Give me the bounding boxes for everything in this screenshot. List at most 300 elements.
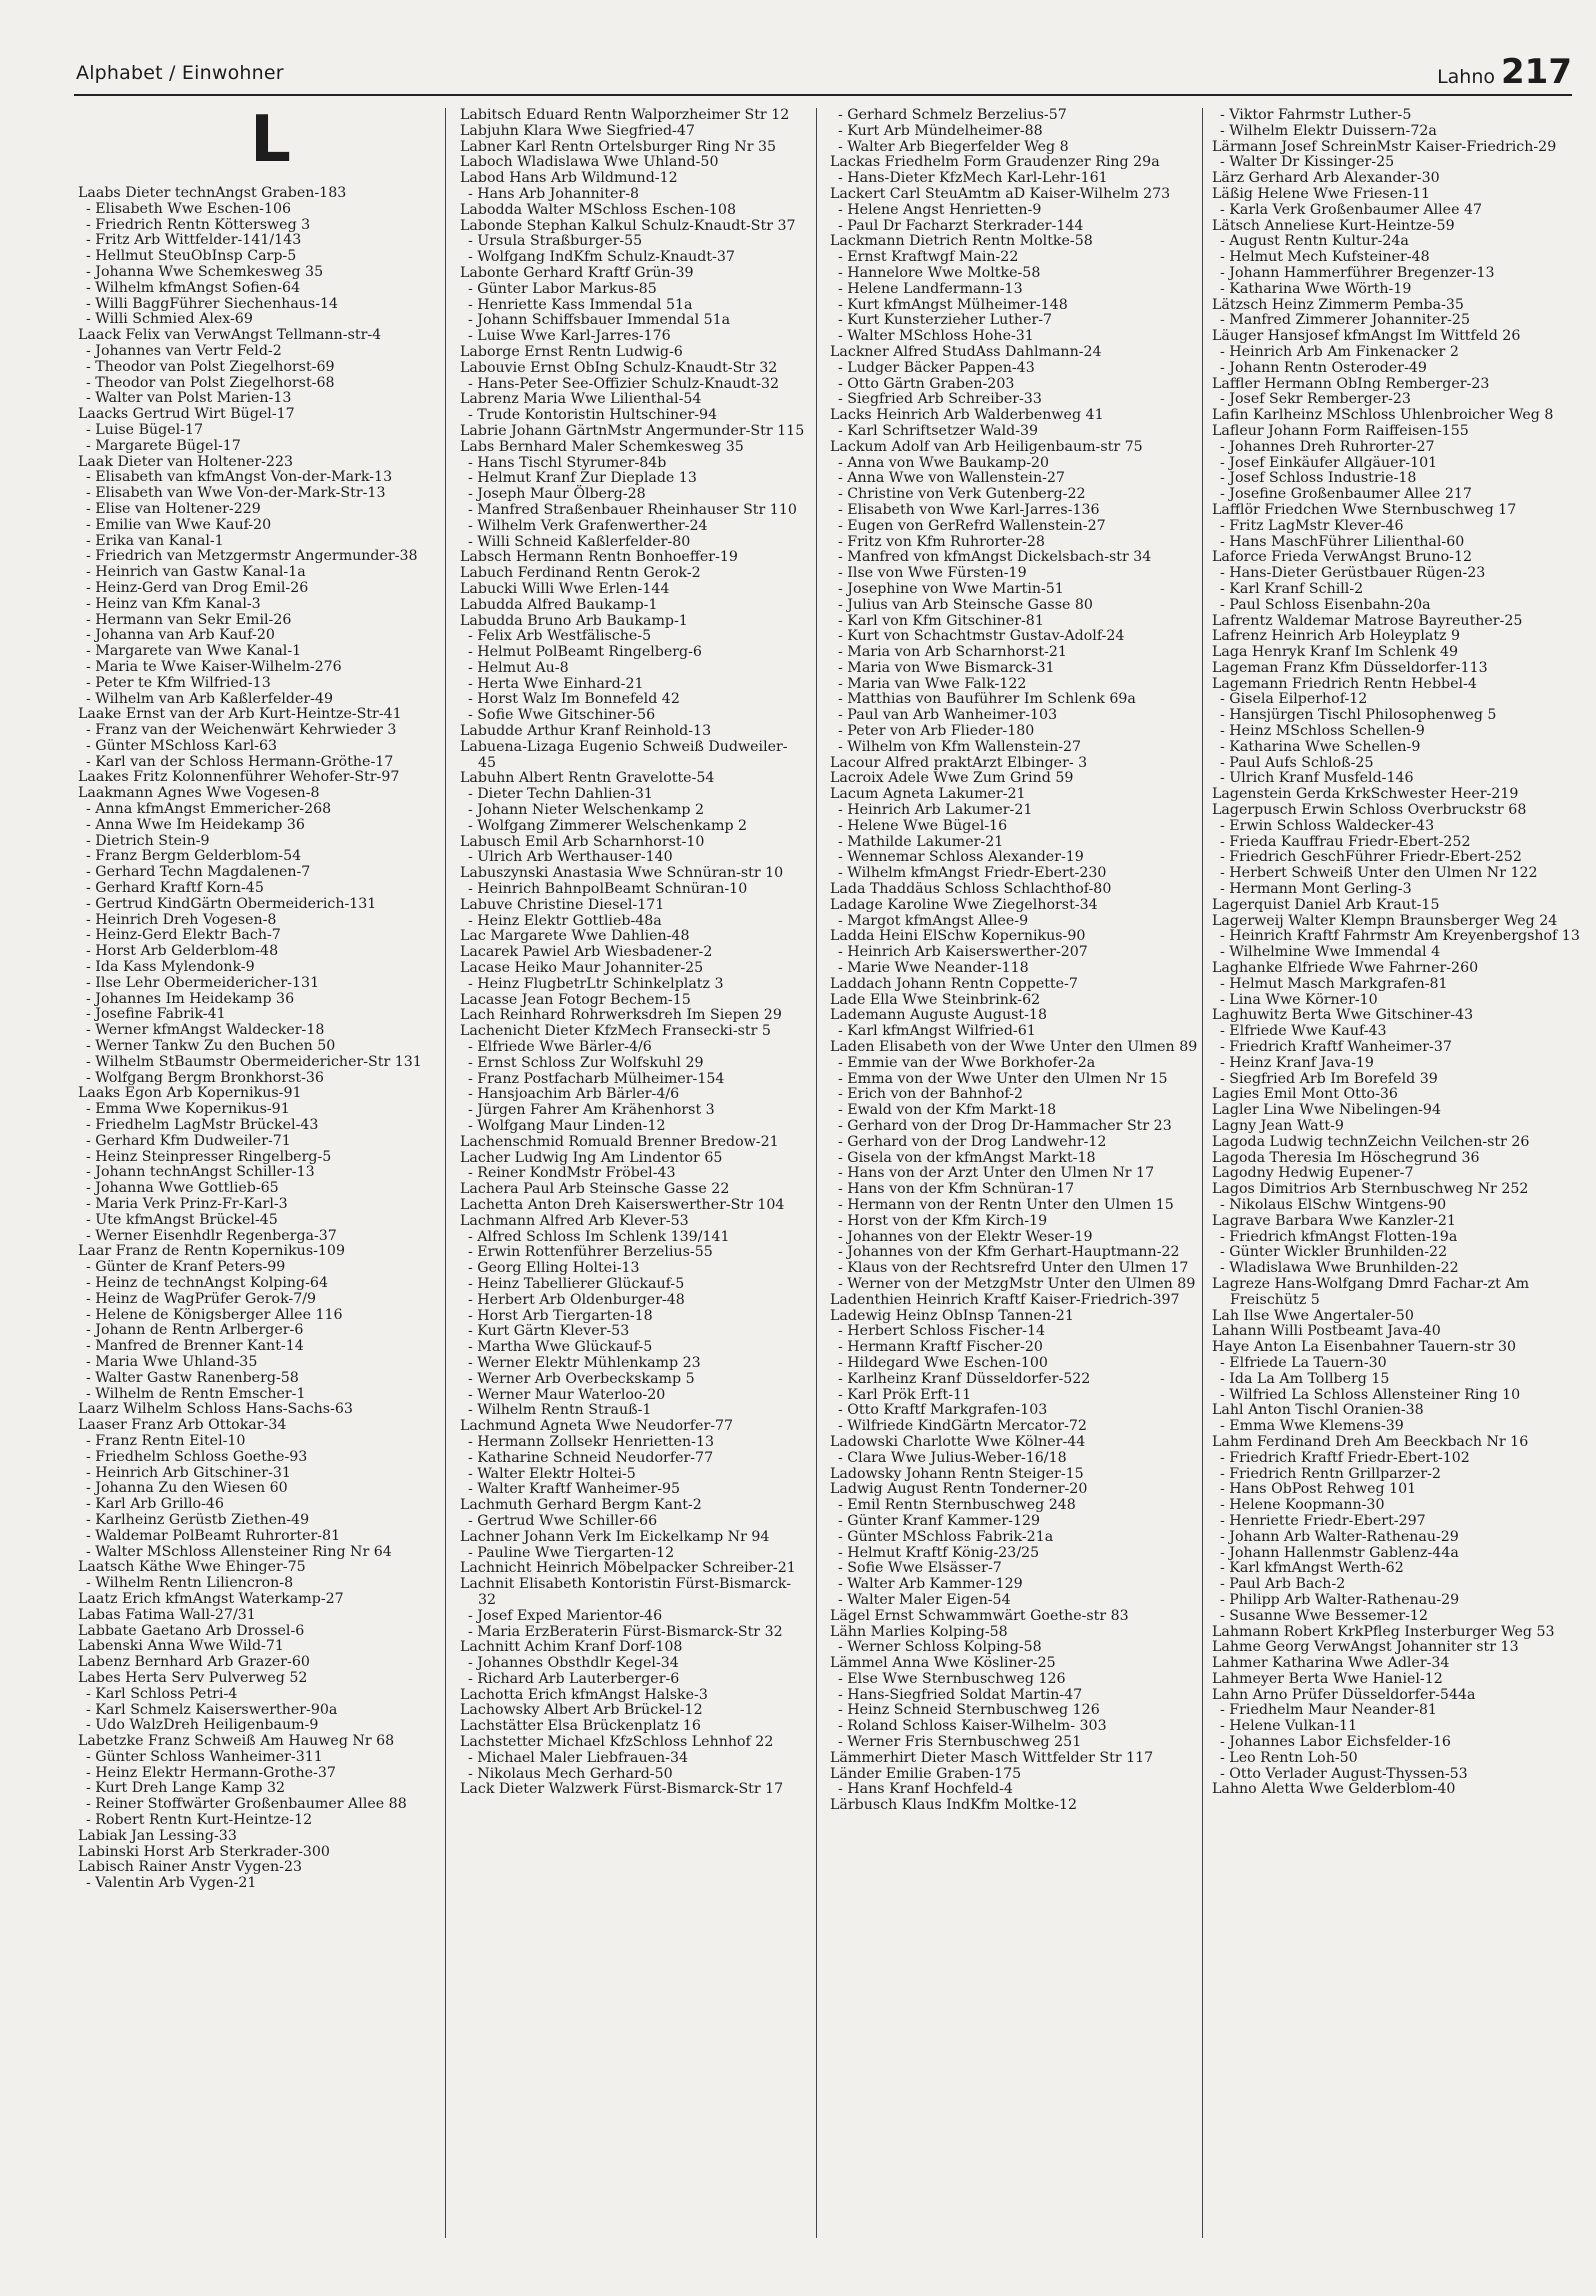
directory-entry: - Werner Arb Overbeckskamp 5	[468, 1370, 695, 1387]
directory-entry: - Henriette Kass Immendal 51a	[468, 296, 693, 313]
directory-entry: - Kurt Kunsterzieher Luther-7	[838, 312, 1053, 329]
directory-entry: - Dietrich Stein-9	[86, 832, 210, 849]
directory-entry: Labudda Alfred Baukamp-1	[460, 596, 658, 613]
directory-entry: - Anna von Wwe Baukamp-20	[838, 454, 1050, 471]
directory-entry: - Manfred von kfmAngst Dickelsbach-str 34	[838, 549, 1152, 566]
directory-entry: - Karl Schloss Petri-4	[86, 1685, 238, 1702]
directory-entry: - Elisabeth von Wwe Karl-Jarres-136	[838, 501, 1100, 518]
directory-entry: - Waldemar PolBeamt Ruhrorter-81	[86, 1527, 341, 1544]
directory-entry: - Helene Koopmann-30	[1220, 1497, 1385, 1514]
directory-entry: - Wolfgang Maur Linden-12	[468, 1118, 666, 1134]
directory-entry: - Johann Hammerführer Bregenzer-13	[1220, 264, 1495, 281]
column-divider	[1202, 108, 1203, 2238]
directory-entry: Laaser Franz Arb Ottokar-34	[78, 1417, 287, 1434]
page-header-right	[1437, 52, 1572, 92]
directory-entry: - Hansjürgen Tischl Philosophenweg 5	[1220, 707, 1497, 724]
directory-entry: - Paul Aufs Schloß-25	[1220, 754, 1374, 771]
directory-entry: - Hermann Mont Gerling-3	[1220, 881, 1412, 898]
directory-entry: - Nikolaus Mech Gerhard-50	[468, 1765, 673, 1782]
directory-entry: - Peter te Kfm Wilfried-13	[86, 674, 271, 691]
directory-entry: - Pauline Wwe Tiergarten-12	[468, 1544, 675, 1561]
directory-entry: Lagerweij Walter Klempn Braunsberger Weg 24	[1212, 912, 1558, 929]
directory-entry: - Johann Nieter Welschenkamp 2	[468, 802, 705, 819]
directory-entry: - Margarete Bügel-17	[86, 437, 241, 454]
directory-entry: - Ida Kass Mylendonk-9	[86, 959, 255, 976]
directory-entry: - Heinz de technAngst Kolping-64	[86, 1274, 328, 1291]
directory-entry: - Roland Schloss Kaiser-Wilhelm- 303	[838, 1718, 1107, 1735]
column-divider	[816, 108, 817, 2238]
directory-entry: - Elise van Holtener-229	[86, 500, 261, 517]
directory-entry: - Helene Landfermann-13	[838, 280, 1023, 297]
directory-entry: Lagenstein Gerda KrkSchwester Heer-219	[1212, 786, 1519, 803]
section-letter: L	[250, 108, 291, 177]
directory-entry: - Walter Maler Eigen-54	[838, 1591, 1011, 1608]
directory-entry: - Theodor van Polst Ziegelhorst-68	[86, 374, 335, 391]
directory-entry: - Otto Kraftf Markgrafen-103	[838, 1402, 1048, 1419]
directory-entry: Lacks Heinrich Arb Walderbenweg 41	[830, 407, 1104, 424]
directory-entry: Labinski Horst Arb Sterkrader-300	[78, 1843, 330, 1860]
directory-entry: - Heinz van Kfm Kanal-3	[86, 595, 261, 612]
directory-entry: Laghuwitz Berta Wwe Gitschiner-43	[1212, 1007, 1474, 1024]
directory-entry: - Kurt kfmAngst Mülheimer-148	[838, 296, 1068, 313]
directory-entry: Laar Franz de Rentn Kopernikus-109	[78, 1243, 345, 1260]
directory-entry: - Valentin Arb Vygen-21	[86, 1875, 257, 1892]
directory-entry: - Maria ErzBeraterin Fürst-Bismarck-Str 32	[468, 1623, 783, 1640]
directory-entry: - Heinrich BahnpolBeamt Schnüran-10	[468, 881, 748, 898]
directory-entry: - Fritz Arb Wittfelder-141/143	[86, 232, 302, 249]
directory-entry: Labetzke Franz Schweiß Am Hauweg Nr 68	[78, 1733, 395, 1750]
directory-entry: - Maria Verk Prinz-Fr-Karl-3	[86, 1196, 288, 1212]
directory-entry: - Karl Schmelz Kaiserswerther-90a	[86, 1701, 338, 1718]
directory-entry: - Hans von der Kfm Schnüran-17	[838, 1181, 1075, 1198]
directory-entry: - Karl Prök Erft-11	[838, 1386, 972, 1403]
directory-entry: - Hellmut SteuObInsp Carp-5	[86, 248, 297, 265]
directory-entry: Laborge Ernst Rentn Ludwig-6	[460, 343, 683, 360]
directory-entry: Lagerpusch Erwin Schloss Overbruckstr 68	[1212, 802, 1527, 819]
directory-entry: Laakes Fritz Kolonnenführer Wehofer-Str-97	[78, 769, 400, 786]
directory-entry: - Ida La Am Tollberg 15	[1220, 1370, 1390, 1387]
directory-entry: - Herbert Schweiß Unter den Ulmen Nr 122	[1220, 865, 1538, 882]
directory-entry: - Walter Kraftf Wanheimer-95	[468, 1481, 681, 1498]
directory-entry: - Reiner KondMstr Fröbel-43	[468, 1165, 676, 1182]
directory-entry: Lagies Emil Mont Otto-36	[1212, 1086, 1398, 1103]
directory-entry: - Heinrich Arb Kaiserswerther-207	[838, 944, 1088, 961]
directory-entry: - Luise Bügel-17	[86, 421, 204, 438]
directory-entry: - Heinrich Dreh Vogesen-8	[86, 911, 277, 928]
directory-entry: - Willi Schneid Kaßlerfelder-80	[468, 533, 691, 550]
directory-entry: Laakmann Agnes Wwe Vogesen-8	[78, 785, 320, 802]
directory-entry: - Horst Arb Tiergarten-18	[468, 1307, 653, 1324]
directory-entry: Lahmann Robert KrkPfleg Insterburger Weg 53	[1212, 1623, 1555, 1640]
directory-entry: Lada Thaddäus Schloss Schlachthof-80	[830, 881, 1112, 898]
directory-entry: - Ute kfmAngst Brückel-45	[86, 1211, 278, 1228]
directory-entry: Laaks Egon Arb Kopernikus-91	[78, 1085, 302, 1102]
directory-entry: - Gisela von der kfmAngst Markt-18	[838, 1149, 1096, 1166]
directory-entry: - Erwin Rottenführer Berzelius-55	[468, 1244, 713, 1261]
directory-entry: - Wolfgang Bergm Bronkhorst-36	[86, 1069, 324, 1086]
directory-entry: - Ernst Kraftwgf Main-22	[838, 249, 1019, 266]
directory-entry: Lachnit Elisabeth Kontoristin Fürst-Bismarck-32	[460, 1576, 792, 1608]
directory-entry: Lämmel Anna Wwe Kösliner-25	[830, 1655, 1056, 1672]
directory-entry: - Martha Wwe Glückauf-5	[468, 1339, 653, 1356]
directory-entry: - Heinz-Gerd van Drog Emil-26	[86, 579, 309, 596]
directory-entry: Labbate Gaetano Arb Drossel-6	[78, 1622, 305, 1639]
directory-entry: - Franz Postfacharb Mülheimer-154	[468, 1070, 725, 1087]
directory-entry: - Karlheinz Kranf Düsseldorfer-522	[838, 1370, 1091, 1387]
directory-entry: - Emma Wwe Klemens-39	[1220, 1418, 1404, 1435]
directory-entry: - Johann Schiffsbauer Immendal 51a	[468, 312, 731, 329]
directory-entry: - Herta Wwe Einhard-21	[468, 675, 644, 692]
directory-entry: - Josef Einkäufer Allgäuer-101	[1220, 454, 1438, 471]
directory-entry: - Hans-Dieter Gerüstbauer Rügen-23	[1220, 565, 1486, 582]
directory-entry: - Anna Wwe Im Heidekamp 36	[86, 816, 305, 833]
directory-entry: - Paul Dr Facharzt Sterkrader-144	[838, 217, 1084, 234]
directory-entry: - Manfred Zimmerer Johanniter-25	[1220, 312, 1470, 329]
directory-entry: Ladda Heini ElSchw Kopernikus-90	[830, 928, 1086, 945]
directory-entry: Labner Karl Rentn Ortelsburger Ring Nr 35	[460, 138, 777, 155]
directory-entry: - Johanna Wwe Gottlieb-65	[86, 1180, 279, 1197]
directory-entry: - Heinz FlugbetrLtr Schinkelplatz 3	[468, 975, 724, 992]
directory-entry: Lachenicht Dieter KfzMech Fransecki-str 5	[460, 1023, 771, 1040]
directory-entry: - Wennemar Schloss Alexander-19	[838, 849, 1084, 866]
directory-entry: Lackner Alfred StudAss Dahlmann-24	[830, 343, 1102, 360]
directory-entry: Lachmann Alfred Arb Klever-53	[460, 1212, 689, 1229]
directory-entry: - Matthias von Bauführer Im Schlenk 69a	[838, 691, 1136, 708]
directory-entry: - Leo Rentn Loh-50	[1220, 1749, 1358, 1766]
directory-entry: - Helmut Kranf Zur Dieplade 13	[468, 470, 697, 487]
directory-entry: Lärbusch Klaus IndKfm Moltke-12	[830, 1797, 1078, 1814]
directory-entry: - Ulrich Arb Werthauser-140	[468, 849, 673, 866]
directory-entry: - Ilse von Wwe Fürsten-19	[838, 565, 1027, 582]
directory-entry: Lachnicht Heinrich Möbelpacker Schreiber-21	[460, 1560, 796, 1577]
directory-entry: Lack Dieter Walzwerk Fürst-Bismarck-Str 17	[460, 1781, 784, 1798]
directory-entry: - Hans ObPost Rehweg 101	[1220, 1481, 1417, 1498]
directory-entry: - Wilhelm kfmAngst Sofien-64	[86, 279, 301, 296]
directory-column-4	[1212, 108, 1580, 1798]
directory-entry: - Josef Exped Marientor-46	[468, 1607, 663, 1624]
directory-entry: - Werner Tankw Zu den Buchen 50	[86, 1038, 336, 1055]
directory-entry: - Werner Schloss Kolping-58	[838, 1639, 1042, 1656]
page-number: 217	[1501, 52, 1572, 92]
directory-entry: - Heinrich Arb Am Finkenacker 2	[1220, 343, 1459, 360]
directory-entry: - Wilfried La Schloss Allensteiner Ring 10	[1220, 1386, 1521, 1403]
directory-entry: - Johannes Dreh Ruhrorter-27	[1220, 438, 1435, 455]
directory-entry: Labucki Willi Wwe Erlen-144	[460, 580, 670, 597]
directory-entry: Lacroix Adele Wwe Zum Grind 59	[830, 770, 1074, 787]
directory-entry: - Friedrich van Metzgermstr Angermunder-38	[86, 548, 418, 565]
directory-entry: Lahmeyer Berta Wwe Haniel-12	[1212, 1670, 1443, 1687]
directory-entry: - Wilfriede KindGärtn Mercator-72	[838, 1418, 1087, 1435]
directory-entry: - Henriette Friedr-Ebert-297	[1220, 1512, 1426, 1529]
directory-entry: Lacum Agneta Lakumer-21	[830, 786, 1026, 803]
directory-entry: - Walter Arb Kammer-129	[838, 1576, 1023, 1593]
directory-entry: - Gisela Eilperhof-12	[1220, 691, 1368, 708]
directory-entry: - Günter Wickler Brunhilden-22	[1220, 1244, 1448, 1261]
directory-entry: Labs Bernhard Maler Schemkesweg 35	[460, 438, 744, 455]
directory-entry: - Helene de Königsberger Allee 116	[86, 1306, 343, 1323]
directory-entry: - Walter Dr Kissinger-25	[1220, 154, 1395, 171]
directory-entry: Lahm Ferdinand Dreh Am Beeckbach Nr 16	[1212, 1433, 1529, 1450]
directory-entry: Lacher Ludwig Ing Am Lindentor 65	[460, 1149, 723, 1166]
directory-entry: - Hans Arb Johanniter-8	[468, 185, 640, 202]
directory-entry: - Maria Wwe Uhland-35	[86, 1353, 258, 1370]
directory-entry: - Gerhard Techn Magdalenen-7	[86, 864, 311, 881]
directory-entry: - Wilhelm Rentn Strauß-1	[468, 1402, 652, 1419]
directory-entry: - Günter Kranf Kammer-129	[838, 1512, 1041, 1529]
directory-entry: - Paul Arb Bach-2	[1220, 1576, 1346, 1593]
directory-entry: - Willi BaggFührer Siechenhaus-14	[86, 295, 339, 312]
directory-entry: - Johann de Rentn Arlberger-6	[86, 1322, 304, 1339]
directory-entry: Läuger Hansjosef kfmAngst Im Wittfeld 26	[1212, 328, 1521, 345]
directory-entry: Lagler Lina Wwe Nibelingen-94	[1212, 1102, 1441, 1119]
directory-entry: Lacarek Pawiel Arb Wiesbadener-2	[460, 944, 713, 961]
directory-entry: - Wladislawa Wwe Brunhilden-22	[1220, 1260, 1459, 1277]
directory-entry: - Wilhelm de Rentn Emscher-1	[86, 1385, 306, 1402]
directory-entry: Lafrenz Heinrich Arb Holeyplatz 9	[1212, 628, 1461, 645]
directory-entry: - Heinz Elektr Gottlieb-48a	[468, 912, 662, 929]
directory-entry: Lacasse Jean Fotogr Bechem-15	[460, 991, 691, 1008]
directory-entry: - Karl van der Schloss Hermann-Gröthe-17	[86, 753, 394, 770]
directory-entry: - Johann Rentn Osteroder-49	[1220, 359, 1427, 376]
directory-entry: Ladowsky Johann Rentn Steiger-15	[830, 1465, 1084, 1482]
directory-entry: - Gerhard Kfm Dudweiler-71	[86, 1132, 291, 1149]
directory-entry: Laabs Dieter technAngst Graben-183	[78, 185, 347, 201]
directory-entry: - Karla Verk Großenbaumer Allee 47	[1220, 201, 1483, 218]
directory-entry: - Otto Gärtn Graben-203	[838, 375, 1015, 392]
directory-entry: - Michael Maler Liebfrauen-34	[468, 1749, 689, 1766]
directory-entry: - Eugen von GerRefrd Wallenstein-27	[838, 517, 1106, 534]
directory-entry: - Maria von Arb Scharnhorst-21	[838, 644, 1067, 661]
directory-entry: - Kurt Arb Mündelheimer-88	[838, 122, 1043, 139]
directory-entry: - Otto Verlader August-Thyssen-53	[1220, 1765, 1468, 1782]
directory-entry: - Heinz Steinpresser Ringelberg-5	[86, 1148, 332, 1165]
directory-entry: - Heinz Elektr Hermann-Grothe-37	[86, 1764, 336, 1781]
directory-entry: Labisch Rainer Anstr Vygen-23	[78, 1859, 303, 1876]
directory-entry: Lackert Carl SteuAmtm aD Kaiser-Wilhelm 273	[830, 185, 1171, 202]
directory-entry: - Werner Fris Sternbuschweg 251	[838, 1734, 1082, 1751]
directory-entry: Lademann Auguste August-18	[830, 1007, 1047, 1024]
directory-entry: - Helmut Mech Kufsteiner-48	[1220, 249, 1430, 266]
directory-entry: - Philipp Arb Walter-Rathenau-29	[1220, 1591, 1460, 1608]
directory-entry: - Ilse Lehr Obermeidericher-131	[86, 974, 320, 991]
directory-entry: - Wilhelm van Arb Kaßlerfelder-49	[86, 690, 334, 707]
directory-entry: - Helene Angst Henrietten-9	[838, 201, 1042, 218]
directory-entry: - Wilhelm StBaumstr Obermeidericher-Str 131	[86, 1053, 422, 1070]
directory-entry: - Friedrich Rentn Köttersweg 3	[86, 216, 311, 233]
directory-entry: Lägel Ernst Schwammwärt Goethe-str 83	[830, 1607, 1129, 1624]
directory-entry: Laatsch Käthe Wwe Ehinger-75	[78, 1559, 306, 1576]
directory-entry: Lacase Heiko Maur Johanniter-25	[460, 960, 704, 977]
directory-entry: Lachmund Agneta Wwe Neudorfer-77	[460, 1418, 734, 1435]
directory-entry: - Anna Wwe von Wallenstein-27	[838, 470, 1065, 487]
directory-entry: Lafrentz Waldemar Matrose Bayreuther-25	[1212, 612, 1523, 629]
directory-entry: Laforce Frieda VerwAngst Bruno-12	[1212, 549, 1473, 566]
directory-entry: Haye Anton La Eisenbahner Tauern-str 30	[1212, 1339, 1517, 1356]
directory-entry: - Karl Kranf Schill-2	[1220, 580, 1364, 597]
directory-entry: Laatz Erich kfmAngst Waterkamp-27	[78, 1590, 344, 1607]
directory-entry: - Hermann von der Rentn Unter den Ulmen 15	[838, 1196, 1174, 1213]
directory-entry: - Theodor van Polst Ziegelhorst-69	[86, 358, 335, 375]
directory-entry: Labuena-Lizaga Eugenio Schweiß Dudweiler-45	[460, 738, 788, 771]
directory-entry: - Johanna Wwe Schemkesweg 35	[86, 263, 324, 280]
directory-entry: Labrie Johann GärtnMstr Angermunder-Str 115	[460, 422, 805, 439]
directory-entry: - Walter Elektr Holtei-5	[468, 1465, 636, 1482]
column-divider	[445, 108, 446, 2238]
directory-entry: - Horst Walz Im Bonnefeld 42	[468, 691, 680, 708]
directory-entry: - Friedrich Kraftf Friedr-Ebert-102	[1220, 1449, 1470, 1466]
directory-entry: - Heinz-Gerd Elektr Bach-7	[86, 927, 281, 944]
directory-entry: - Udo WalzDreh Heiligenbaum-9	[86, 1717, 319, 1734]
directory-entry: - Friedrich kfmAngst Flotten-19a	[1220, 1228, 1458, 1245]
directory-entry: Lahn Arno Prüfer Düsseldorfer-544a	[1212, 1686, 1476, 1703]
directory-entry: - Heinz Schneid Sternbuschweg 126	[838, 1702, 1100, 1719]
directory-entry: - Gerhard Schmelz Berzelius-57	[838, 108, 1067, 123]
directory-entry: Lachotta Erich kfmAngst Halske-3	[460, 1686, 708, 1703]
directory-entry: - Felix Arb Westfälische-5	[468, 628, 652, 645]
directory-entry: - Johann technAngst Schiller-13	[86, 1164, 315, 1181]
directory-entry: - Elisabeth van Wwe Von-der-Mark-Str-13	[86, 485, 386, 502]
directory-entry: - Wilhelmine Wwe Immendal 4	[1220, 944, 1441, 961]
running-head-name: Lahno	[1437, 66, 1496, 88]
directory-entry: - Hans Tischl Styrumer-84b	[468, 454, 667, 471]
directory-entry: - Heinrich van Gastw Kanal-1a	[86, 564, 306, 581]
directory-entry: - Katharina Wwe Wörth-19	[1220, 280, 1412, 297]
directory-entry: - Helmut Kraftf König-23/25	[838, 1544, 1040, 1561]
directory-entry: - Ulrich Kranf Musfeld-146	[1220, 770, 1414, 787]
directory-entry: Ladowski Charlotte Wwe Kölner-44	[830, 1433, 1086, 1450]
directory-entry: - Wilhelm kfmAngst Friedr-Ebert-230	[838, 865, 1107, 882]
directory-entry: - Karl Arb Grillo-46	[86, 1496, 224, 1513]
directory-entry: - Manfred de Brenner Kant-14	[86, 1338, 304, 1355]
directory-entry: Lähn Marlies Kolping-58	[830, 1623, 1008, 1640]
directory-entry: - Karl Schriftsetzer Wald-39	[838, 422, 1039, 439]
directory-entry: - Christine von Verk Gutenberg-22	[838, 486, 1086, 503]
directory-entry: - Josef Schloss Industrie-18	[1220, 470, 1417, 487]
directory-entry: - Hans Kranf Hochfeld-4	[838, 1781, 1013, 1798]
directory-entry: - Maria te Wwe Kaiser-Wilhelm-276	[86, 658, 342, 675]
directory-entry: Lachera Paul Arb Steinsche Gasse 22	[460, 1181, 730, 1198]
directory-entry: Läßig Helene Wwe Friesen-11	[1212, 185, 1431, 202]
directory-entry: - Elisabeth Wwe Eschen-106	[86, 200, 292, 217]
directory-entry: Lade Ella Wwe Steinbrink-62	[830, 991, 1041, 1008]
directory-entry: - Klaus von der Rechtsrefrd Unter den Ulmen 17	[838, 1260, 1189, 1277]
directory-entry: Laake Ernst van der Arb Kurt-Heintze-Str-41	[78, 706, 402, 723]
directory-entry: Lachowsky Albert Arb Brückel-12	[460, 1702, 703, 1719]
directory-entry: Labjuhn Klara Wwe Siegfried-47	[460, 122, 695, 139]
directory-entry: - Fritz von Kfm Ruhrorter-28	[838, 533, 1045, 550]
directory-entry: - Helmut Masch Markgrafen-81	[1220, 975, 1448, 992]
directory-entry: - Friedhelm Schloss Goethe-93	[86, 1448, 308, 1465]
directory-column-3	[830, 108, 1202, 1814]
directory-entry: Lahl Anton Tischl Oranien-38	[1212, 1402, 1424, 1419]
directory-entry: - Luise Wwe Karl-Jarres-176	[468, 328, 671, 345]
directory-entry: - Katharina Wwe Schellen-9	[1220, 738, 1421, 755]
directory-entry: - Ludger Bäcker Pappen-43	[838, 359, 1035, 376]
directory-entry: - Herbert Schloss Fischer-14	[838, 1323, 1046, 1340]
directory-entry: - Helmut Au-8	[468, 659, 569, 676]
directory-entry: Lachenschmid Romuald Brenner Bredow-21	[460, 1133, 779, 1150]
directory-entry: Laden Elisabeth von der Wwe Unter den Ulmen 89	[830, 1039, 1198, 1056]
directory-entry: - Else Wwe Sternbuschweg 126	[838, 1670, 1066, 1687]
directory-entry: - Hansjoachim Arb Bärler-4/6	[468, 1086, 680, 1103]
directory-entry: - Erwin Schloss Waldecker-43	[1220, 817, 1435, 834]
directory-entry: Labuve Christine Diesel-171	[460, 896, 665, 913]
directory-entry: - Hildegard Wwe Eschen-100	[838, 1354, 1048, 1371]
directory-entry: - Ernst Schloss Zur Wolfskuhl 29	[468, 1054, 704, 1071]
directory-entry: Labonte Gerhard Kraftf Grün-39	[460, 264, 694, 281]
directory-entry: - Friedrich Kraftf Wanheimer-37	[1220, 1039, 1452, 1056]
page-header-section: Alphabet / Einwohner	[76, 62, 284, 84]
directory-entry: Laga Henryk Kranf Im Schlenk 49	[1212, 644, 1459, 661]
directory-entry: - Johannes Obsthdlr Kegel-34	[468, 1655, 679, 1672]
directory-entry: Labes Herta Serv Pulverweg 52	[78, 1669, 308, 1686]
directory-entry: - Erika van Kanal-1	[86, 532, 224, 549]
directory-entry: - Richard Arb Lauterberger-6	[468, 1670, 680, 1687]
directory-entry: - Walter Arb Biegerfelder Weg 8	[838, 138, 1069, 155]
directory-entry: Lach Reinhard Rohrwerksdreh Im Siepen 29	[460, 1007, 782, 1024]
directory-entry: - Elfriede Wwe Kauf-43	[1220, 1023, 1387, 1040]
directory-entry: - Gerhard von der Drog Dr-Hammacher Str 23	[838, 1118, 1172, 1134]
directory-entry: - August Rentn Kultur-24a	[1220, 233, 1409, 250]
directory-entry: - Herbert Arb Oldenburger-48	[468, 1291, 685, 1308]
directory-entry: Lagrave Barbara Wwe Kanzler-21	[1212, 1212, 1456, 1229]
directory-entry: - Elisabeth van kfmAngst Von-der-Mark-13	[86, 469, 393, 486]
directory-entry: Labouvie Ernst ObIng Schulz-Knaudt-Str 32	[460, 359, 778, 376]
directory-entry: - Ewald von der Kfm Markt-18	[838, 1102, 1057, 1119]
directory-entry: - Clara Wwe Julius-Weber-16/18	[838, 1449, 1067, 1466]
directory-entry: - Johannes von der Elektr Weser-19	[838, 1228, 1093, 1245]
directory-entry: - Jürgen Fahrer Am Krähenhorst 3	[468, 1102, 715, 1119]
directory-entry: Lafin Karlheinz MSchloss Uhlenbroicher Weg 8	[1212, 407, 1554, 424]
directory-entry: - Marie Wwe Neander-118	[838, 960, 1029, 977]
directory-entry: - Heinz MSchloss Schellen-9	[1220, 723, 1425, 740]
directory-entry: - Heinrich Kraftf Fahrmstr Am Kreyenbergshof 13	[1220, 928, 1580, 945]
directory-entry: Laffler Hermann ObIng Remberger-23	[1212, 375, 1490, 392]
directory-entry: Lacour Alfred praktArzt Elbinger- 3	[830, 754, 1088, 771]
directory-entry: Lafleur Johann Form Raiffeisen-155	[1212, 422, 1469, 439]
directory-entry: - Karl von Kfm Gitschiner-81	[838, 612, 1044, 629]
directory-entry: - Günter MSchloss Fabrik-21a	[838, 1528, 1054, 1545]
directory-entry: - Gertrud Wwe Schiller-66	[468, 1512, 658, 1529]
directory-entry: - Wilhelm Rentn Liliencron-8	[86, 1575, 294, 1592]
directory-entry: - Frieda Kauffrau Friedr-Ebert-252	[1220, 833, 1471, 850]
directory-entry: - Walter MSchloss Allensteiner Ring Nr 64	[86, 1543, 392, 1560]
directory-entry: - Günter MSchloss Karl-63	[86, 737, 278, 754]
directory-entry: Laarz Wilhelm Schloss Hans-Sachs-63	[78, 1401, 353, 1418]
directory-entry: - Manfred Straßenbauer Rheinhauser Str 110	[468, 501, 797, 518]
directory-entry: - Gertrud KindGärtn Obermeiderich-131	[86, 895, 377, 912]
directory-entry: - Günter Labor Markus-85	[468, 280, 657, 297]
directory-entry: - Emilie van Wwe Kauf-20	[86, 516, 272, 533]
directory-entry: - Wilhelm von Kfm Wallenstein-27	[838, 738, 1082, 755]
directory-entry: - Hans-Peter See-Offizier Schulz-Knaudt-32	[468, 375, 780, 392]
directory-entry: - Paul van Arb Wanheimer-103	[838, 707, 1058, 724]
directory-entry: - Emma von der Wwe Unter den Ulmen Nr 15	[838, 1070, 1168, 1087]
directory-entry: - Heinz Tabellierer Glückauf-5	[468, 1275, 685, 1292]
directory-entry: Lahmer Katharina Wwe Adler-34	[1212, 1655, 1450, 1672]
directory-entry: - Hans-Dieter KfzMech Karl-Lehr-161	[838, 170, 1108, 187]
directory-entry: - Gerhard Kraftf Korn-45	[86, 880, 264, 897]
directory-entry: Lärz Gerhard Arb Alexander-30	[1212, 170, 1440, 187]
directory-entry: - Anna kfmAngst Emmericher-268	[86, 801, 332, 818]
directory-entry: - Josephine von Wwe Martin-51	[838, 580, 1064, 597]
directory-entry: - Friedrich Rentn Grillparzer-2	[1220, 1465, 1441, 1482]
directory-entry: - Susanne Wwe Bessemer-12	[1220, 1607, 1428, 1624]
directory-entry: Lagoda Ludwig technZeichn Veilchen-str 26	[1212, 1133, 1530, 1150]
directory-entry: - Siegfried Arb Im Borefeld 39	[1220, 1070, 1438, 1087]
directory-entry: - Elfriede La Tauern-30	[1220, 1354, 1387, 1371]
directory-entry: Lagodny Hedwig Eupener-7	[1212, 1165, 1414, 1182]
